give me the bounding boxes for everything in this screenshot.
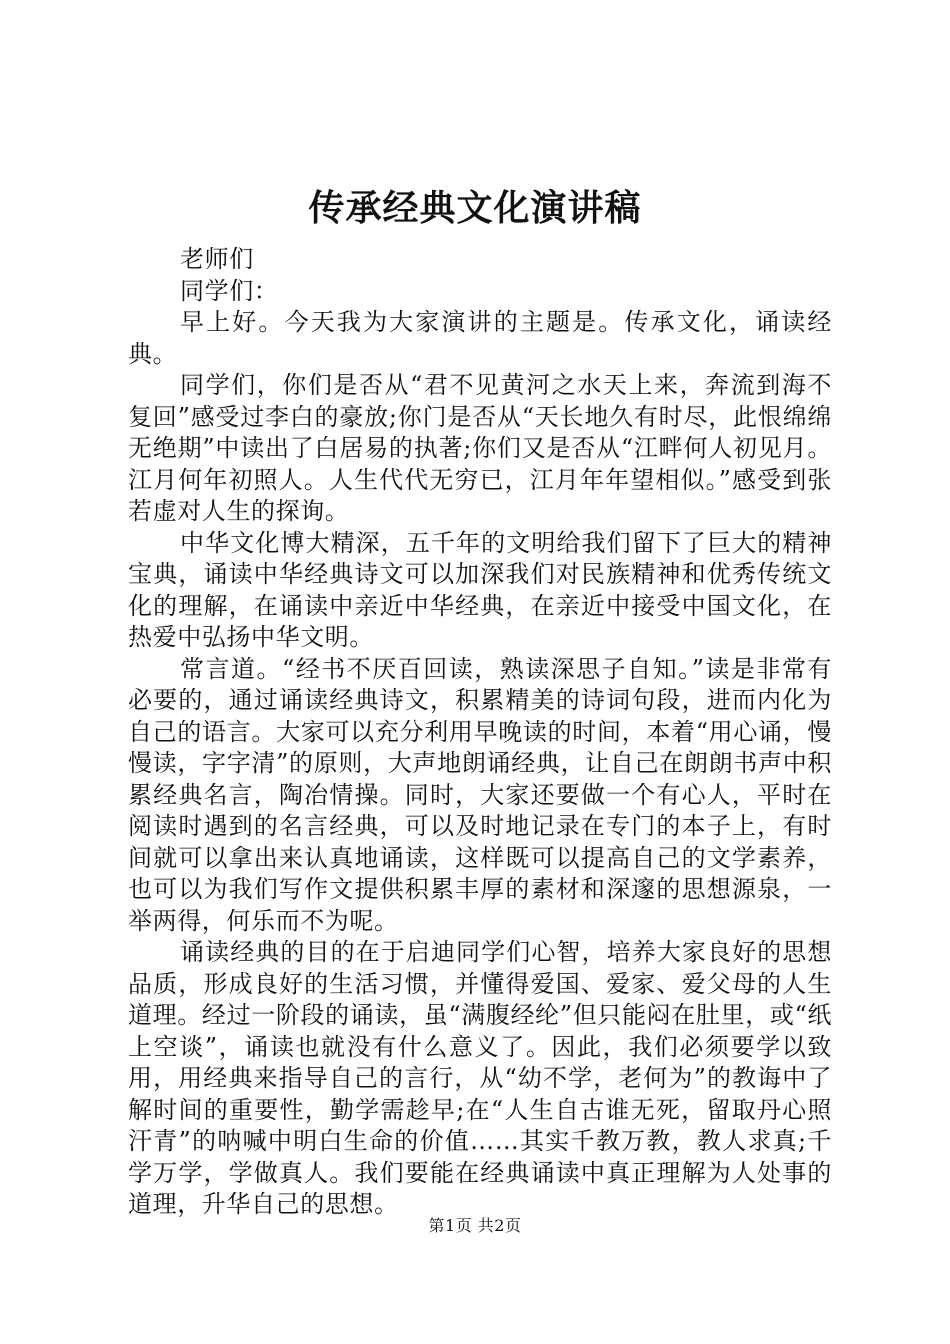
document-title: 传承经典文化演讲稿 (308, 187, 642, 229)
paragraph-culture: 中华文化博大精深，五千年的文明给我们留下了巨大的精神宝典，诵读中华经典诗文可以加深我们对民族精神和优秀传统文化的理解，在诵读中亲近中华经典，在亲近中接受中国文化，在热爱中弘扬中华文明。 (128, 528, 832, 651)
paragraph-opening: 早上好。今天我为大家演讲的主题是。传承文化，诵读经典。 (128, 308, 832, 368)
page-number-footer: 第1页 共2页 (428, 1216, 522, 1235)
paragraph-poems: 同学们，你们是否从“君不见黄河之水天上来，奔流到海不复回”感受过李白的豪放;你门是否从“天长地久有时尽，此恨绵绵无绝期”中读出了白居易的执著;你们又是否从“江畔何人初见月。江月何年初照人。人生代代无穷已，江月年年望相似。”感受到张若虚对人生的探询。 (128, 371, 832, 525)
paragraph-purpose: 诵读经典的目的在于启迪同学们心智，培养大家良好的思想品质，形成良好的生活习惯，并懂得爱国、爱家、爱父母的人生道理。经过一阶段的诵读，虽“满腹经纶”但只能闷在肚里，或“纸上空谈”，诵读也就没有什么意义了。因此，我们必须要学以致用，用经典来指导自己的言行，从“幼不学，老何为”的教诲中了解时间的重要性，勤学需趁早;在“人生自古谁无死，留取丹心照汗青”的呐喊中明白生命的价值……其实千教万教，教人求真;千学万学，学做真人。我们要能在经典诵读中真正理解为人处事的道理，升华自己的思想。 (128, 938, 832, 1218)
greeting-students: 同学们： (180, 276, 279, 305)
paragraph-reading-method: 常言道。“经书不厌百回读，熟读深思子自知。”读是非常有必要的，通过诵读经典诗文，积累精美的诗词句段，进而内化为自己的语言。大家可以充分利用早晚读的时间，本着“用心诵，慢慢读，字字清”的原则，大声地朗诵经典，让自己在朗朗书声中积累经典名言，陶冶情操。同时，大家还要做一个有心人，平时在阅读时遇到的名言经典，可以及时地记录在专门的本子上，有时间就可以拿出来认真地诵读，这样既可以提高自己的文学素养，也可以为我们写作文提供积累丰厚的素材和深邃的思想源泉，一举两得，何乐而不为呢。 (128, 654, 832, 935)
greeting-teachers: 老师们 (180, 245, 254, 273)
document-body (128, 244, 832, 1221)
